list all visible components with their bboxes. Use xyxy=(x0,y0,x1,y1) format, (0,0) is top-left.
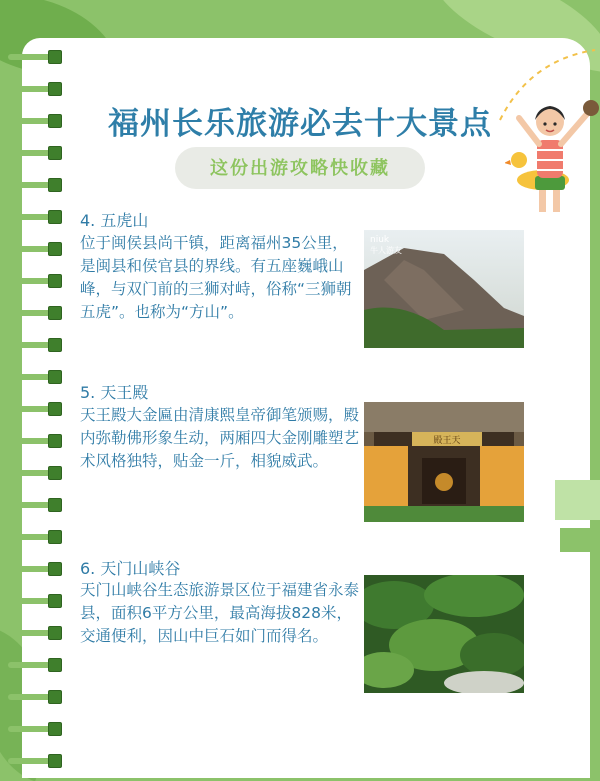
binding-ring xyxy=(8,274,62,288)
binding-ring xyxy=(8,178,62,192)
section-description: 天王殿大金匾由清康熙皇帝御笔颁赐，殿内弥勒佛形象生动，两厢四大金刚雕塑艺术风格独特，贴金一斤，相貌威武。 xyxy=(80,406,360,470)
subtitle-pill: 这份出游攻略快收藏 xyxy=(175,147,425,189)
section-heading: 4. 五虎山 xyxy=(80,211,149,230)
binding-ring xyxy=(8,754,62,768)
binding-ring xyxy=(8,690,62,704)
page-title: 福州长乐旅游必去十大景点 xyxy=(108,106,492,141)
binding-ring xyxy=(8,50,62,64)
section-heading: 5. 天王殿 xyxy=(80,383,149,402)
spiral-binding xyxy=(0,40,70,767)
section-description: 天门山峡谷生态旅游景区位于福建省永泰县，面积6平方公里，最高海拔828米，交通便利，因山中巨石如门而得名。 xyxy=(80,581,360,645)
binding-ring xyxy=(8,242,62,256)
binding-ring xyxy=(8,402,62,416)
binding-ring xyxy=(8,210,62,224)
tianwang-hall-photo xyxy=(364,402,524,522)
binding-ring xyxy=(8,498,62,512)
binding-ring xyxy=(8,146,62,160)
binding-ring xyxy=(8,370,62,384)
binding-ring xyxy=(8,722,62,736)
binding-ring xyxy=(8,626,62,640)
binding-ring xyxy=(8,658,62,672)
binding-ring xyxy=(8,530,62,544)
binding-ring xyxy=(8,466,62,480)
tianmen-canyon-photo xyxy=(364,575,524,693)
binding-ring xyxy=(8,114,62,128)
binding-ring xyxy=(8,562,62,576)
section-heading: 6. 天门山峡谷 xyxy=(80,559,181,578)
binding-ring xyxy=(8,594,62,608)
wuhu-mountain-photo xyxy=(364,230,524,348)
binding-ring xyxy=(8,434,62,448)
side-tab xyxy=(560,528,600,552)
side-tab xyxy=(555,480,600,520)
photo-watermark: niuk xyxy=(370,235,390,245)
girl-illustration-icon xyxy=(505,88,600,223)
binding-ring xyxy=(8,306,62,320)
binding-ring xyxy=(8,338,62,352)
section-description: 位于闽侯县尚干镇，距离福州35公里，是闽县和侯官县的界线。有五座巍峨山峰，与双门前的三狮对峙，俗称“三狮朝五虎”。也称为“方山”。 xyxy=(80,234,352,321)
binding-ring xyxy=(8,82,62,96)
photo-watermark: 牛人游友 xyxy=(370,246,402,255)
temple-plaque: 殿王天 xyxy=(433,436,461,446)
